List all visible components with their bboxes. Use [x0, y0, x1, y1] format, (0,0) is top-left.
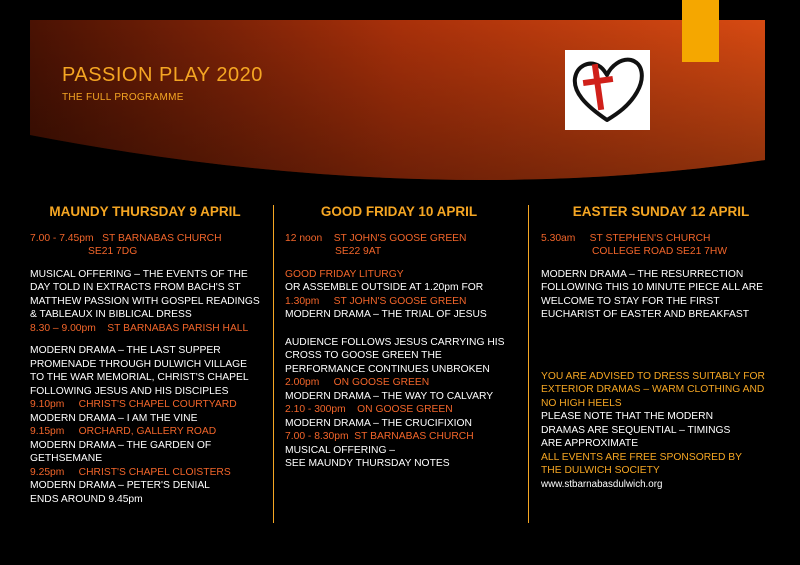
easter-sunday-column: [541, 200, 781, 491]
event-description: MODERN DRAMA – THE WAY TO CALVARY: [285, 390, 494, 402]
good-friday-heading: GOOD FRIDAY 10 APRIL: [320, 204, 478, 219]
event-time: 9.10pm: [30, 399, 65, 410]
event-time: 12 noon: [285, 232, 323, 244]
event-time: 1.30pm: [285, 295, 320, 307]
event-location: ST JOHN'S GOOSE GREEN: [333, 295, 467, 307]
event-location: CHRIST'S CHAPEL COURTYARD: [78, 399, 237, 410]
event-description: MODERN DRAMA – I AM THE VINE: [30, 412, 198, 424]
event-description: MODERN DRAMA – THE TRIAL OF JESUS: [285, 309, 487, 320]
event-description: MODERN DRAMA – PETER'S DENIAL: [30, 480, 210, 491]
corner-tab: [682, 0, 719, 62]
event-location: ST BARNABAS PARISH HALL: [107, 322, 249, 334]
event-location-address: COLLEGE ROAD SE21 7HW: [592, 246, 728, 257]
event-location: ON GOOSE GREEN: [333, 377, 430, 388]
event-item: [285, 403, 513, 417]
event-time: 9.25pm: [30, 466, 65, 478]
event-location: ST JOHN'S GOOSE GREEN: [333, 232, 467, 244]
event-description: FOLLOWING THIS 10 MINUTE PIECE ALL ARE WELCOME TO STAY FOR THE FIRST EUCHARIST OF EASTER AND BREAKFAST: [541, 282, 764, 320]
event-time: 5.30am: [541, 232, 576, 244]
event-item: [285, 376, 513, 390]
event-description: SEE MAUNDY THURSDAY NOTES: [285, 458, 450, 469]
good-friday-column: [285, 200, 513, 471]
dress-advice-note: YOU ARE ADVISED TO DRESS SUITABLY FOR EXTERIOR DRAMAS – WARM CLOTHING AND NO HIGH HEELS: [541, 370, 765, 409]
event-location: ST STEPHEN'S CHURCH: [589, 232, 711, 244]
event-description: MODERN DRAMA – THE LAST SUPPER: [30, 345, 221, 356]
event-item: [30, 425, 260, 439]
event-location-postcode: SE22 9AT: [335, 246, 382, 257]
event-time: 2.00pm: [285, 377, 320, 388]
website-link[interactable]: www.stbarnabasdulwich.org: [541, 478, 663, 490]
event-location: CHRIST'S CHAPEL CLOISTERS: [78, 466, 231, 478]
event-description: MUSICAL OFFERING –: [285, 444, 396, 456]
event-description: MODERN DRAMA – THE GARDEN OF GETHSEMANE: [30, 439, 212, 464]
event-item: [30, 232, 260, 259]
page-subtitle: THE FULL PROGRAMME: [62, 92, 184, 103]
event-title: GOOD FRIDAY LITURGY: [285, 268, 404, 280]
event-time: 8.30 – 9.00pm: [30, 322, 96, 334]
heart-cross-logo-icon: [565, 50, 650, 130]
event-description: PROMENADE THROUGH DULWICH VILLAGE TO THE WAR MEMORIAL, CHRIST'S CHAPEL FOLLOWING JESUS AND HIS DISCIPLES: [30, 358, 249, 397]
page-title: PASSION PLAY 2020: [62, 64, 263, 86]
easter-sunday-heading: EASTER SUNDAY 12 APRIL: [572, 204, 750, 219]
event-description: ENDS AROUND 9.45pm: [30, 493, 143, 505]
sponsor-note: ALL EVENTS ARE FREE SPONSORED BY THE DULWICH SOCIETY: [541, 451, 742, 476]
event-location: ORCHARD, GALLERY ROAD: [78, 426, 217, 437]
event-time: 7.00 - 7.45pm: [30, 232, 94, 244]
maundy-thursday-heading: MAUNDY THURSDAY 9 APRIL: [49, 204, 241, 219]
event-description: AUDIENCE FOLLOWS JESUS CARRYING HIS CROSS TO GOOSE GREEN THE PERFORMANCE CONTINUES UNBROKEN: [285, 336, 505, 375]
column-divider: [273, 205, 274, 523]
event-item: [30, 322, 260, 336]
event-item: [285, 430, 513, 444]
event-location: ST BARNABAS CHURCH: [102, 232, 222, 244]
event-item: [30, 398, 260, 412]
event-item: [30, 466, 260, 480]
event-description: MODERN DRAMA – THE RESURRECTION: [541, 268, 744, 280]
column-divider: [528, 205, 529, 523]
event-item: [285, 232, 513, 259]
event-description: MODERN DRAMA – THE CRUCIFIXION: [285, 417, 472, 429]
event-item: [541, 232, 781, 259]
event-time: 2.10 - 300pm: [285, 404, 346, 415]
event-description: MUSICAL OFFERING – THE EVENTS OF THE DAY TOLD IN EXTRACTS FROM BACH'S ST MATTHEW PASSION WITH GOSPEL READINGS & TABLEAUX IN BIBLICAL DRESS: [30, 268, 260, 320]
event-description: OR ASSEMBLE OUTSIDE AT 1.20pm FOR: [285, 282, 484, 293]
event-item: [285, 295, 513, 309]
maundy-thursday-column: [30, 200, 260, 506]
event-time: 9.15pm: [30, 426, 65, 437]
timing-note: PLEASE NOTE THAT THE MODERN DRAMAS ARE SEQUENTIAL – TIMINGS ARE APPROXIMATE: [541, 411, 731, 449]
event-location: ON GOOSE GREEN: [357, 404, 453, 415]
event-location-postcode: SE21 7DG: [88, 246, 138, 257]
event-time: 7.00 - 8.30pm: [285, 431, 349, 442]
event-location: ST BARNABAS CHURCH: [354, 431, 474, 442]
